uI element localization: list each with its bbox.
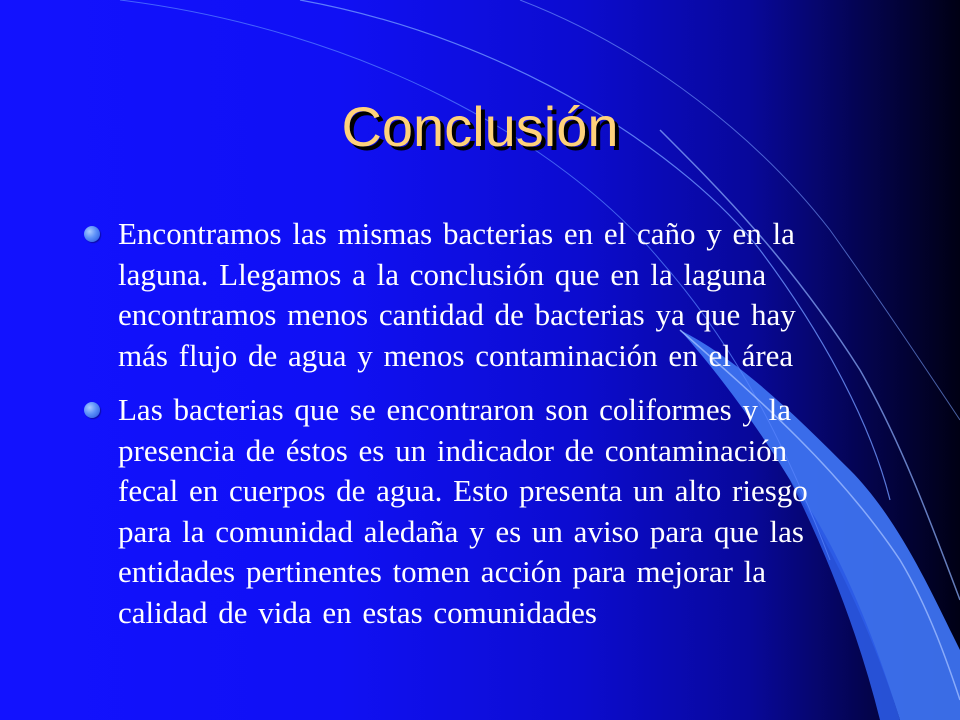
bullet-dot-icon [84,402,100,418]
bullet-item [84,390,844,633]
bullet-list [84,214,844,647]
bullet-item [84,214,844,376]
bullet-text: Las bacterias que se encontraron son coliformes y la presencia de éstos es un indicador de contaminación fecal en cuerpos de agua. Esto presenta un alto riesgo para la comunidad aledaña y es un aviso para que las entidades pertinentes tomen acción para mejorar la calidad de vida en estas comunidades [118,392,808,630]
bullet-dot-icon [84,226,100,242]
slide-title: Conclusión [341,95,619,158]
bullet-text: Encontramos las mismas bacterias en el caño y en la laguna. Llegamos a la conclusión que en la laguna encontramos menos cantidad de bacterias ya que hay más flujo de agua y menos contaminación en el área [118,216,796,373]
